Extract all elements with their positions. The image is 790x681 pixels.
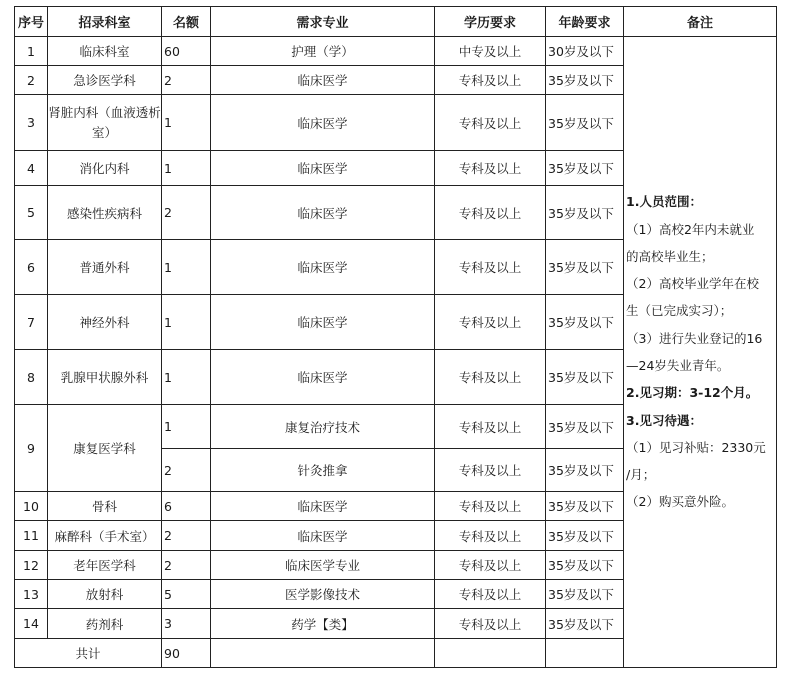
cell-major: 康复治疗技术	[211, 405, 435, 449]
cell-no: 2	[15, 66, 48, 95]
cell-education: 专科及以上	[435, 350, 546, 405]
remarks-line: 1.人员范围：	[626, 194, 702, 210]
cell-age: 35岁及以下	[546, 151, 624, 186]
cell-education: 专科及以上	[435, 449, 546, 492]
cell-education: 专科及以上	[435, 151, 546, 186]
cell-age: 35岁及以下	[546, 240, 624, 295]
total-age	[546, 639, 624, 668]
cell-quota: 1	[162, 240, 211, 295]
cell-major: 临床医学	[211, 521, 435, 551]
cell-quota: 1	[162, 295, 211, 350]
cell-department: 感染性疾病科	[48, 186, 162, 240]
table-row	[15, 37, 777, 66]
cell-no: 4	[15, 151, 48, 186]
cell-age: 35岁及以下	[546, 66, 624, 95]
header-no: 序号	[15, 7, 48, 37]
header-education: 学历要求	[435, 7, 546, 37]
cell-major: 临床医学	[211, 95, 435, 151]
cell-quota: 1	[162, 405, 211, 449]
cell-quota: 2	[162, 521, 211, 551]
cell-quota: 2	[162, 551, 211, 580]
total-label: 共计	[15, 639, 162, 668]
remarks-cell	[624, 37, 777, 668]
cell-education: 中专及以上	[435, 37, 546, 66]
cell-education: 专科及以上	[435, 240, 546, 295]
cell-quota: 1	[162, 151, 211, 186]
cell-age: 35岁及以下	[546, 449, 624, 492]
cell-education: 专科及以上	[435, 95, 546, 151]
remarks-line: 2.见习期：3-12个月。	[626, 385, 759, 401]
cell-education: 专科及以上	[435, 405, 546, 449]
cell-major: 临床医学	[211, 295, 435, 350]
cell-department: 康复医学科	[48, 405, 162, 492]
cell-no: 3	[15, 95, 48, 151]
header-remarks: 备注	[624, 7, 777, 37]
cell-age: 35岁及以下	[546, 350, 624, 405]
cell-quota: 1	[162, 95, 211, 151]
remarks-line: /月；	[626, 467, 656, 483]
header-department: 招录科室	[48, 7, 162, 37]
cell-department: 骨科	[48, 492, 162, 521]
cell-major: 临床医学专业	[211, 551, 435, 580]
remarks-line: （2）购买意外险。	[626, 494, 734, 510]
cell-major: 临床医学	[211, 350, 435, 405]
cell-age: 35岁及以下	[546, 521, 624, 551]
cell-department: 乳腺甲状腺外科	[48, 350, 162, 405]
cell-no: 7	[15, 295, 48, 350]
cell-age: 35岁及以下	[546, 580, 624, 609]
cell-major: 针灸推拿	[211, 449, 435, 492]
cell-department: 放射科	[48, 580, 162, 609]
cell-major: 护理（学）	[211, 37, 435, 66]
remarks-line: （1）高校2年内未就业	[626, 221, 755, 237]
cell-quota: 2	[162, 186, 211, 240]
cell-department: 急诊医学科	[48, 66, 162, 95]
cell-education: 专科及以上	[435, 66, 546, 95]
cell-age: 35岁及以下	[546, 405, 624, 449]
cell-major: 临床医学	[211, 492, 435, 521]
cell-no: 5	[15, 186, 48, 240]
cell-major: 医学影像技术	[211, 580, 435, 609]
total-quota: 90	[162, 639, 211, 668]
cell-major: 临床医学	[211, 151, 435, 186]
cell-age: 35岁及以下	[546, 492, 624, 521]
cell-education: 专科及以上	[435, 186, 546, 240]
cell-age: 30岁及以下	[546, 37, 624, 66]
header-quota: 名额	[162, 7, 211, 37]
remarks-line: 生（已完成实习）；	[626, 303, 733, 319]
cell-education: 专科及以上	[435, 551, 546, 580]
cell-no: 11	[15, 521, 48, 551]
cell-department: 药剂科	[48, 609, 162, 639]
header-major: 需求专业	[211, 7, 435, 37]
cell-department: 普通外科	[48, 240, 162, 295]
cell-major: 临床医学	[211, 240, 435, 295]
cell-department: 肾脏内科（血液透析室）	[48, 95, 162, 151]
cell-department: 消化内科	[48, 151, 162, 186]
cell-no: 10	[15, 492, 48, 521]
remarks-line: 3.见习待遇：	[626, 412, 702, 428]
total-education	[435, 639, 546, 668]
remarks-line: —24岁失业青年。	[626, 358, 730, 373]
cell-no: 14	[15, 609, 48, 639]
total-major	[211, 639, 435, 668]
cell-no: 1	[15, 37, 48, 66]
cell-quota: 2	[162, 66, 211, 95]
cell-age: 35岁及以下	[546, 295, 624, 350]
cell-major: 临床医学	[211, 186, 435, 240]
cell-education: 专科及以上	[435, 295, 546, 350]
cell-age: 35岁及以下	[546, 551, 624, 580]
cell-no: 13	[15, 580, 48, 609]
cell-education: 专科及以上	[435, 609, 546, 639]
cell-department: 麻醉科（手术室）	[48, 521, 162, 551]
cell-age: 35岁及以下	[546, 609, 624, 639]
cell-department: 老年医学科	[48, 551, 162, 580]
cell-no: 6	[15, 240, 48, 295]
cell-education: 专科及以上	[435, 580, 546, 609]
remarks-line: 的高校毕业生；	[626, 248, 714, 264]
cell-age: 35岁及以下	[546, 186, 624, 240]
header-age: 年龄要求	[546, 7, 624, 37]
cell-department: 临床科室	[48, 37, 162, 66]
cell-quota: 5	[162, 580, 211, 609]
cell-department: 神经外科	[48, 295, 162, 350]
cell-no: 9	[15, 405, 48, 492]
cell-education: 专科及以上	[435, 492, 546, 521]
cell-quota: 60	[162, 37, 211, 66]
cell-quota: 3	[162, 609, 211, 639]
cell-major: 临床医学	[211, 66, 435, 95]
cell-quota: 2	[162, 449, 211, 492]
cell-major: 药学【类】	[211, 609, 435, 639]
cell-age: 35岁及以下	[546, 95, 624, 151]
remarks-line: （2）高校毕业学年在校	[626, 276, 759, 292]
cell-no: 12	[15, 551, 48, 580]
cell-education: 专科及以上	[435, 521, 546, 551]
recruitment-table	[14, 6, 777, 668]
remarks-line: （3）进行失业登记的16	[626, 330, 763, 346]
cell-quota: 6	[162, 492, 211, 521]
remarks-line: （1）见习补贴：2330元	[626, 439, 766, 455]
header-row	[15, 7, 777, 37]
cell-no: 8	[15, 350, 48, 405]
cell-quota: 1	[162, 350, 211, 405]
